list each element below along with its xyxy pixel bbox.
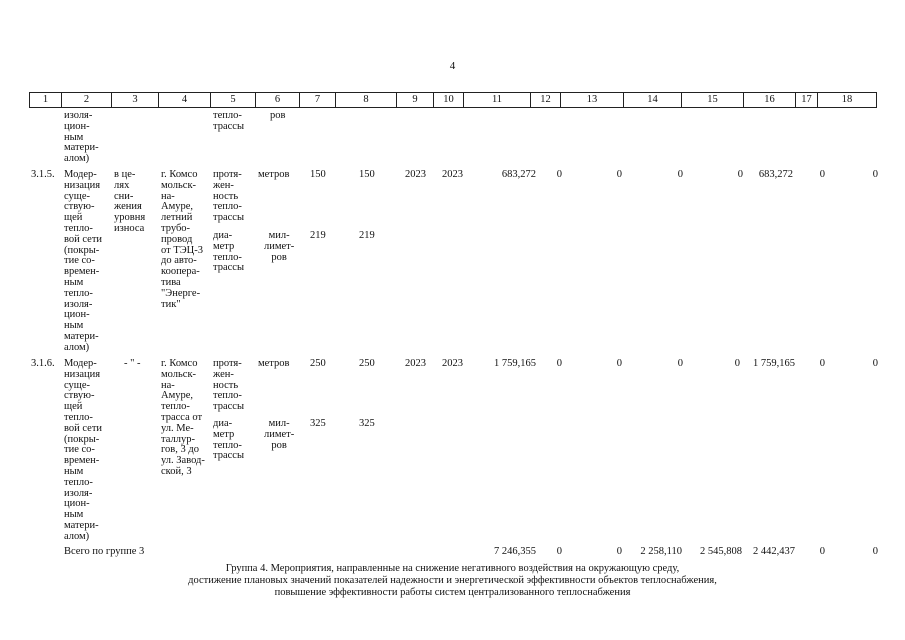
continued-name-text: изоля- цион- ным матери- алом): [64, 110, 99, 165]
group-total-col-16: 2 442,437: [753, 546, 795, 557]
parameter-name: диа- метр тепло- трассы: [213, 418, 245, 462]
value-before: 150: [310, 169, 326, 180]
cost-col-18: 0: [872, 169, 878, 180]
col-header: 15: [682, 93, 744, 108]
group-total-col-14: 2 258,110: [640, 546, 682, 557]
col-header: 2: [62, 93, 112, 108]
col-header: 4: [159, 93, 211, 108]
group-heading-line-2: достижение плановых значений показателей надежности и энергетической эффективности объектов теплоснабжения,: [188, 575, 717, 586]
measure-purpose: - " -: [124, 358, 141, 369]
col-header: 9: [397, 93, 434, 108]
value-after: 325: [359, 418, 375, 429]
measure-name: Модер- низация суще- ствую- щей тепло- вой сети (покры- тие со- времен- ным тепло- изоля- цион- ным матери- алом): [64, 358, 103, 542]
col-header: 12: [531, 93, 561, 108]
column-number-header: [29, 92, 877, 108]
year-end: 2023: [442, 358, 463, 369]
cost-col-16: 683,272: [758, 169, 793, 180]
group-total-label: Всего по группе 3: [64, 546, 145, 557]
cost-col-13: 0: [616, 169, 622, 180]
cost-col-12: 0: [556, 169, 562, 180]
row-number: 3.1.6.: [31, 358, 55, 369]
group-total-col-11: 7 246,355: [494, 546, 536, 557]
value-before: 325: [310, 418, 326, 429]
measure-location: г. Комсо мольск- на- Амуре, летний трубо- провод от ТЭЦ-3 до авто- коопера- тива "Энерге- тик": [161, 169, 203, 310]
parameter-unit: метров: [258, 358, 290, 369]
value-after: 250: [359, 358, 375, 369]
value-after: 150: [359, 169, 375, 180]
group-heading-line-3: повышение эффективности работы систем централизованного теплоснабжения: [274, 587, 631, 598]
col-header: 18: [818, 93, 877, 108]
col-header: 3: [112, 93, 159, 108]
cost-col-15: 0: [734, 358, 740, 369]
group-total-col-13: 0: [616, 546, 622, 557]
cost-col-16: 1 759,165: [753, 358, 795, 369]
cost-col-14: 0: [677, 358, 683, 369]
parameter-name: диа- метр тепло- трассы: [213, 230, 245, 274]
value-after: 219: [359, 230, 375, 241]
cost-col-18: 0: [872, 358, 878, 369]
row-number: 3.1.5.: [31, 169, 55, 180]
value-before: 219: [310, 230, 326, 241]
parameter-unit: мил- лимет- ров: [264, 230, 295, 263]
group-total-col-15: 2 545,808: [700, 546, 742, 557]
total-cost: 1 759,165: [494, 358, 536, 369]
value-before: 250: [310, 358, 326, 369]
cost-col-14: 0: [677, 169, 683, 180]
measure-name: Модер- низация суще- ствую- щей тепло- вой сети (покры- тие со- времен- ным тепло- изоля- цион- ным матери- алом): [64, 169, 103, 353]
parameter-name: протя- жен- ность тепло- трассы: [213, 169, 245, 224]
measure-location: г. Комсо мольск- на- Амуре, тепло- трасса от ул. Ме- таллур- гов, 3 до ул. Завод- ской, 3: [161, 358, 205, 477]
cost-col-17: 0: [819, 169, 825, 180]
cost-col-15: 0: [737, 169, 743, 180]
cost-col-12: 0: [556, 358, 562, 369]
cost-col-17: 0: [819, 358, 825, 369]
continued-unit-text: ров: [270, 110, 286, 121]
col-header: 1: [30, 93, 62, 108]
cost-col-13: 0: [616, 358, 622, 369]
col-header: 7: [300, 93, 336, 108]
group-total-col-12: 0: [556, 546, 562, 557]
group-total-col-18: 0: [872, 546, 878, 557]
parameter-name: протя- жен- ность тепло- трассы: [213, 358, 245, 413]
col-header: 16: [744, 93, 796, 108]
col-header: 6: [256, 93, 300, 108]
col-header: 8: [336, 93, 397, 108]
col-header: 11: [464, 93, 531, 108]
year-start: 2023: [405, 358, 426, 369]
parameter-unit: метров: [258, 169, 290, 180]
col-header: 5: [211, 93, 256, 108]
col-header: 14: [624, 93, 682, 108]
group-heading-line-1: Группа 4. Мероприятия, направленные на снижение негативного воздействия на окружающую среду,: [225, 563, 680, 574]
col-header: 10: [434, 93, 464, 108]
group-total-col-17: 0: [819, 546, 825, 557]
parameter-unit: мил- лимет- ров: [264, 418, 295, 451]
continued-param-text: тепло- трассы: [213, 110, 245, 132]
total-cost: 683,272: [501, 169, 536, 180]
col-header: 17: [796, 93, 818, 108]
year-end: 2023: [442, 169, 463, 180]
col-header: 13: [561, 93, 624, 108]
page-number: 4: [449, 60, 456, 72]
year-start: 2023: [405, 169, 426, 180]
measure-purpose: в це- лях сни- жения уровня износа: [114, 169, 146, 234]
